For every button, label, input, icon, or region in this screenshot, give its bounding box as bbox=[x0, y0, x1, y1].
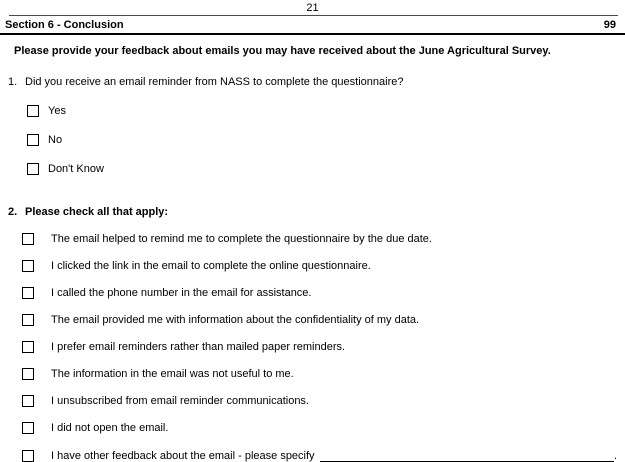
question-1 bbox=[8, 76, 617, 175]
option-row-not-useful bbox=[22, 368, 617, 380]
option-row-dont-know bbox=[27, 163, 617, 175]
option-label-other-feedback: I have other feedback about the email - please specify bbox=[51, 449, 315, 462]
specify-suffix: . bbox=[613, 449, 617, 462]
option-label-prefer-email: I prefer email reminders rather than mailed paper reminders. bbox=[51, 341, 346, 353]
section-divider bbox=[0, 33, 625, 35]
checkbox-not-useful[interactable] bbox=[22, 368, 34, 380]
option-label-yes: Yes bbox=[48, 105, 66, 117]
option-row-called-phone bbox=[22, 287, 617, 299]
section-header bbox=[0, 16, 625, 33]
option-label-unsubscribed: I unsubscribed from email reminder communications. bbox=[51, 395, 309, 407]
checkbox-no[interactable] bbox=[27, 134, 39, 146]
checkbox-prefer-email[interactable] bbox=[22, 341, 34, 353]
option-label-clicked-link: I clicked the link in the email to complete the online questionnaire. bbox=[51, 260, 371, 272]
option-row-other-feedback bbox=[22, 449, 617, 462]
option-label-dont-know: Don't Know bbox=[48, 163, 104, 175]
question-2-number: 2. bbox=[8, 206, 18, 218]
option-label-did-not-open: I did not open the email. bbox=[51, 422, 169, 434]
question-1-text: Did you receive an email reminder from NASS to complete the questionnaire? bbox=[25, 76, 404, 88]
checkbox-clicked-link[interactable] bbox=[22, 260, 34, 272]
question-1-number: 1. bbox=[8, 76, 18, 88]
question-2-line bbox=[8, 206, 617, 218]
intro-text: Please provide your feedback about emails you may have received about the June Agricultural Survey. bbox=[14, 45, 551, 57]
question-2-options bbox=[8, 233, 617, 462]
checkbox-called-phone[interactable] bbox=[22, 287, 34, 299]
option-row-no bbox=[27, 134, 617, 146]
checkbox-dont-know[interactable] bbox=[27, 163, 39, 175]
option-row-unsubscribed bbox=[22, 395, 617, 407]
checkbox-unsubscribed[interactable] bbox=[22, 395, 34, 407]
option-label-called-phone: I called the phone number in the email for assistance. bbox=[51, 287, 312, 299]
option-row-reminded bbox=[22, 233, 617, 245]
question-2 bbox=[8, 206, 617, 462]
checkbox-reminded[interactable] bbox=[22, 233, 34, 245]
option-row-clicked-link bbox=[22, 260, 617, 272]
checkbox-confidentiality[interactable] bbox=[22, 314, 34, 326]
option-label-reminded: The email helped to remind me to complete the questionnaire by the due date. bbox=[51, 233, 432, 245]
option-label-no: No bbox=[48, 134, 63, 146]
question-2-text: Please check all that apply: bbox=[25, 206, 169, 218]
option-row-prefer-email bbox=[22, 341, 617, 353]
option-label-not-useful: The information in the email was not useful to me. bbox=[51, 368, 294, 380]
section-title: Section 6 - Conclusion bbox=[5, 19, 124, 31]
checkbox-other-feedback[interactable] bbox=[22, 450, 34, 462]
specify-input-line[interactable] bbox=[320, 449, 614, 462]
question-1-line bbox=[8, 76, 617, 88]
option-row-yes bbox=[27, 105, 617, 117]
option-label-confidentiality: The email provided me with information about the confidentiality of my data. bbox=[51, 314, 420, 326]
question-1-options bbox=[8, 105, 617, 175]
option-row-confidentiality bbox=[22, 314, 617, 326]
option-row-did-not-open bbox=[22, 422, 617, 434]
section-code: 99 bbox=[603, 19, 616, 31]
checkbox-yes[interactable] bbox=[27, 105, 39, 117]
checkbox-did-not-open[interactable] bbox=[22, 422, 34, 434]
page-number: 21 bbox=[306, 2, 319, 14]
